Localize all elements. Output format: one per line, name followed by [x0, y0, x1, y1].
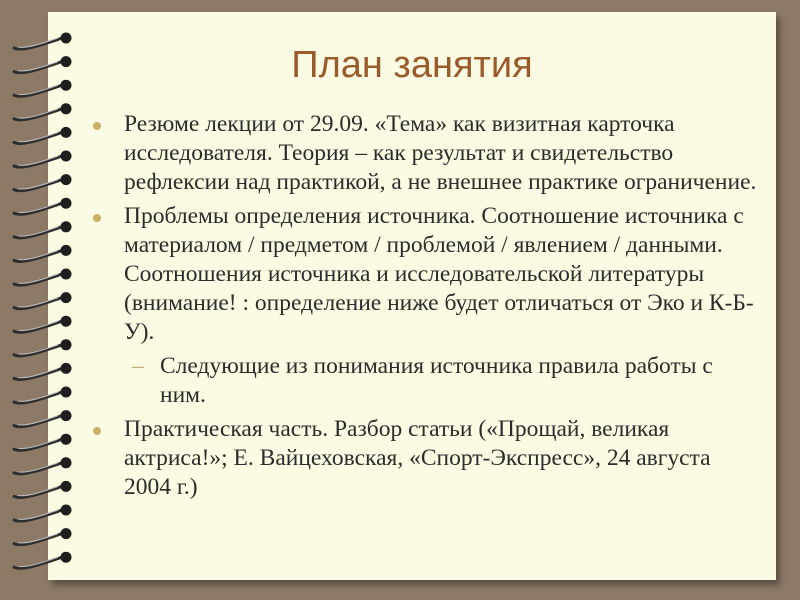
bullet-item [92, 202, 757, 347]
bullet-text: Резюме лекции от 29.09. «Тема» как визитная карточка исследователя. Теория – как результат и свидетельство рефлексии над практикой, а не внешнее практике ограничение. [124, 111, 757, 195]
bullet-text: Практическая часть. Разбор статьи («Прощай, великая актриса!»; Е. Вайцеховская, «Спорт-Экспресс», 24 августа 2004 г.) [124, 416, 711, 500]
binding-ring [14, 198, 72, 215]
bullet-dot-icon [93, 214, 101, 222]
binding-ring [14, 505, 72, 522]
slide-content [92, 110, 757, 507]
bullet-item [92, 415, 757, 502]
sub-bullet-item [92, 352, 757, 410]
binding-ring [14, 481, 72, 498]
binding-ring [14, 245, 72, 262]
binding-ring [14, 103, 72, 120]
binding-ring [14, 127, 72, 144]
slide-title: План занятия [291, 44, 533, 86]
binding-ring [14, 292, 72, 309]
binding-ring [14, 174, 72, 191]
bullet-dot-icon [93, 427, 101, 435]
binding-ring [14, 339, 72, 356]
dash-icon: – [132, 353, 144, 379]
bullet-dot-icon [93, 122, 101, 130]
spiral-binding [0, 0, 90, 600]
binding-ring [14, 151, 72, 168]
bullet-text: Проблемы определения источника. Соотношение источника с материалом / предметом / проблемой / явлением / данными. Соотношения источника и исследовательской литературы (внимание! : определение ниже будет отличаться от Эко и К-Б-У). [124, 203, 754, 345]
binding-ring [14, 410, 72, 427]
binding-ring [14, 387, 72, 404]
binding-ring [14, 221, 72, 238]
binding-ring [14, 363, 72, 380]
bullet-item [92, 110, 757, 197]
binding-ring [14, 316, 72, 333]
binding-ring [14, 434, 72, 451]
binding-ring [14, 552, 72, 569]
sub-bullet-text: Следующие из понимания источника правила работы с ним. [160, 353, 713, 408]
binding-ring [14, 528, 72, 545]
binding-ring [14, 269, 72, 286]
binding-ring [14, 457, 72, 474]
